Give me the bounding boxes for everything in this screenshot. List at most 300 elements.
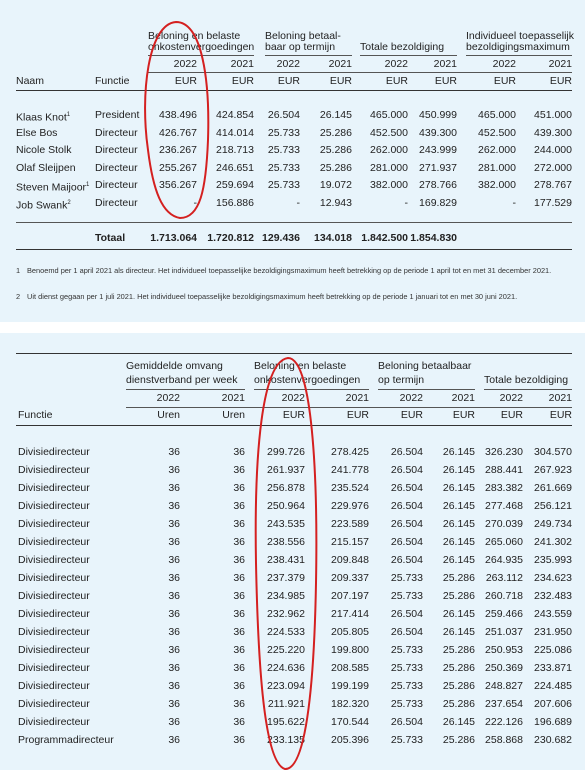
table-cell: 36 <box>233 734 245 746</box>
year-header: 2021 <box>221 392 245 404</box>
table-cell: 238.556 <box>267 536 305 548</box>
year-header: 2022 <box>399 392 423 404</box>
footnote-ref: 1 <box>86 182 90 188</box>
table-cell: 224.636 <box>267 662 305 674</box>
group-rule <box>466 55 572 56</box>
column-header-functie: Functie <box>95 75 130 87</box>
totals-label: Totaal <box>95 232 126 244</box>
table-cell: 25.733 <box>390 590 423 602</box>
year-header: 2021 <box>548 58 572 70</box>
table-cell: 451.000 <box>534 109 572 121</box>
table-cell: - <box>193 196 197 209</box>
table-cell: 236.267 <box>159 144 197 156</box>
table-cell: 288.441 <box>485 464 523 476</box>
table-cell: - <box>404 196 408 209</box>
unit-header: EUR <box>400 409 423 421</box>
function-label: Divisiedirecteur <box>18 500 90 512</box>
person-function: Directeur <box>95 144 138 156</box>
table-cell: 36 <box>233 482 245 494</box>
unit-header: Uren <box>157 409 180 421</box>
person-name <box>16 179 89 195</box>
table-cell: 250.964 <box>267 500 305 512</box>
function-label: Programmadirecteur <box>18 734 114 746</box>
table-cell: 225.086 <box>534 644 572 656</box>
group-header-maximum-line2: bezoldigingsmaximum <box>466 41 570 53</box>
table-cell: 36 <box>168 554 180 566</box>
table-cell: 25.286 <box>319 144 352 156</box>
table-cell: 246.651 <box>216 161 254 174</box>
table-cell: 26.145 <box>442 716 475 728</box>
table-cell: 169.829 <box>419 196 457 209</box>
table-cell: 36 <box>168 734 180 746</box>
person-name-text: Nicole Stolk <box>16 144 72 156</box>
table-cell: 25.286 <box>319 126 352 139</box>
table-cell: 26.504 <box>390 626 423 638</box>
table-cell: 36 <box>168 482 180 494</box>
function-label: Divisiedirecteur <box>18 644 90 656</box>
table-cell: 36 <box>233 590 245 602</box>
table-cell: 36 <box>168 500 180 512</box>
table-cell: 382.000 <box>478 179 516 191</box>
table-cell: 439.300 <box>419 126 457 139</box>
table-cell: 465.000 <box>478 109 516 121</box>
table-cell: 241.778 <box>331 464 369 476</box>
unit-header: EUR <box>500 409 523 421</box>
table-cell: 36 <box>233 572 245 584</box>
person-function: Directeur <box>95 196 138 209</box>
table-cell: 278.766 <box>419 179 457 191</box>
footnote-ref: 2 <box>67 199 71 206</box>
year-header: 2021 <box>345 392 369 404</box>
footnote-text: Uit dienst gegaan per 1 juli 2021. Het individueel toepasselijke bezoldigingsmaximum heeft betrekking op de periode 1 januari tot en met 30 juni 2021. <box>27 292 518 301</box>
top-rule <box>16 353 572 354</box>
year-header: 2022 <box>384 58 408 70</box>
table-cell: 224.485 <box>534 680 572 692</box>
table-cell: 36 <box>168 716 180 728</box>
person-name <box>16 162 76 175</box>
table-cell: 199.800 <box>331 644 369 656</box>
table-cell: 438.496 <box>159 109 197 121</box>
group-header-maximum-line1: Individueel toepasselijk <box>466 30 574 42</box>
table-cell: 36 <box>233 626 245 638</box>
table-cell: 25.286 <box>442 644 475 656</box>
group-header-betaalbaar-line2: op termijn <box>378 374 425 386</box>
table-cell: 243.559 <box>534 608 572 620</box>
table-cell: 36 <box>168 572 180 584</box>
table-cell: 450.999 <box>419 109 457 121</box>
table-cell: 36 <box>233 500 245 512</box>
table-cell: 25.286 <box>442 734 475 746</box>
table-cell: 25.286 <box>442 572 475 584</box>
total-cell: 134.018 <box>314 232 352 244</box>
table-cell: 424.854 <box>216 109 254 121</box>
year-rule <box>126 407 572 408</box>
table-cell: 26.145 <box>319 109 352 121</box>
table-cell: 278.425 <box>331 446 369 458</box>
table-cell: 217.414 <box>331 608 369 620</box>
group-header-omvang-line2: dienstverband per week <box>126 374 238 386</box>
table-cell: 25.733 <box>390 680 423 692</box>
table-cell: 256.121 <box>534 500 572 512</box>
table-cell: 26.145 <box>442 554 475 566</box>
table-cell: 209.848 <box>331 554 369 566</box>
table-cell: 237.379 <box>267 572 305 584</box>
table-cell: 182.320 <box>331 698 369 710</box>
table-cell: 26.504 <box>390 482 423 494</box>
table-cell: 207.197 <box>331 590 369 602</box>
table-cell: 258.868 <box>485 734 523 746</box>
table-cell: 255.267 <box>159 161 197 174</box>
person-name <box>16 144 71 157</box>
table-cell: 224.533 <box>267 626 305 638</box>
table-cell: 233.871 <box>534 662 572 674</box>
person-name-text: Else Bos <box>16 126 58 139</box>
table-cell: 426.767 <box>159 126 197 139</box>
table-cell: 36 <box>233 716 245 728</box>
table-cell: 36 <box>168 518 180 530</box>
table-cell: 25.733 <box>390 662 423 674</box>
table-cell: 26.145 <box>442 446 475 458</box>
function-label: Divisiedirecteur <box>18 554 90 566</box>
table-cell: 231.950 <box>534 626 572 638</box>
table-cell: 243.999 <box>419 144 457 156</box>
table-cell: 230.682 <box>534 734 572 746</box>
group-header-omvang-line1: Gemiddelde omvang <box>126 360 223 372</box>
unit-header: EUR <box>282 409 305 421</box>
person-name-text: Klaas Knot <box>16 111 67 124</box>
table-cell: 26.504 <box>390 716 423 728</box>
table-cell: 304.570 <box>534 446 572 458</box>
table-cell: 36 <box>233 536 245 548</box>
table-cell: 229.976 <box>331 500 369 512</box>
person-name <box>16 197 71 213</box>
table-cell: 262.000 <box>478 144 516 156</box>
table-cell: 414.014 <box>216 126 254 139</box>
table-cell: 234.985 <box>267 590 305 602</box>
group-rule <box>360 55 457 56</box>
person-name-text: Olaf Sleijpen <box>16 161 76 174</box>
table-cell: 36 <box>168 644 180 656</box>
group-header-totale: Totale bezoldiging <box>360 41 445 53</box>
group-rule <box>265 55 352 56</box>
table-cell: 278.767 <box>534 179 572 191</box>
function-label: Divisiedirecteur <box>18 680 90 692</box>
year-header: 2021 <box>230 58 254 70</box>
column-header-naam: Naam <box>16 75 45 87</box>
table-cell: 235.993 <box>534 554 572 566</box>
group-header-beloning-line1: Beloning en belaste <box>254 360 347 372</box>
table-cell: 36 <box>233 608 245 620</box>
column-header-functie: Functie <box>18 409 53 421</box>
year-header: 2021 <box>451 392 475 404</box>
year-rule <box>148 72 572 73</box>
table-cell: 195.622 <box>267 716 305 728</box>
group-rule <box>378 389 475 390</box>
table-cell: 251.037 <box>485 626 523 638</box>
table-cell: 26.504 <box>390 464 423 476</box>
year-header: 2022 <box>281 392 305 404</box>
table-cell: 356.267 <box>159 179 197 191</box>
table-cell: 25.286 <box>319 161 352 174</box>
table-cell: 25.286 <box>442 680 475 692</box>
unit-header: EUR <box>329 75 352 87</box>
unit-header: EUR <box>346 409 369 421</box>
person-name <box>16 127 57 140</box>
table-cell: 36 <box>233 680 245 692</box>
table-cell: 36 <box>233 518 245 530</box>
table-cell: 232.483 <box>534 590 572 602</box>
table-cell: 25.733 <box>267 126 300 139</box>
table-cell: 36 <box>168 626 180 638</box>
table-cell: 259.466 <box>485 608 523 620</box>
table-cell: 25.286 <box>442 698 475 710</box>
table-cell: 25.286 <box>442 590 475 602</box>
table-cell: 156.886 <box>216 196 254 209</box>
footnote-number: 1 <box>16 266 21 275</box>
table-cell: 241.302 <box>534 536 572 548</box>
footnote-text: Benoemd per 1 april 2021 als directeur. Het individueel toepasselijke bezoldigingsmaximum heeft betrekking op de periode 1 april tot en met 31 december 2021. <box>27 266 552 275</box>
unit-header: EUR <box>277 75 300 87</box>
group-header-beloning-line2: onkostenvergoedingen <box>148 41 255 53</box>
table-cell: 25.733 <box>267 179 300 191</box>
table-cell: 25.733 <box>390 734 423 746</box>
group-header-beloning-line2: onkostenvergoedingen <box>254 374 361 386</box>
table-cell: 26.504 <box>390 536 423 548</box>
table-cell: 208.585 <box>331 662 369 674</box>
table-cell: 36 <box>168 662 180 674</box>
table-cell: 223.094 <box>267 680 305 692</box>
table-cell: 26.504 <box>390 518 423 530</box>
directors-remuneration-panel <box>0 0 585 322</box>
header-rule <box>16 425 572 426</box>
table-cell: 25.733 <box>390 698 423 710</box>
unit-header: EUR <box>434 75 457 87</box>
table-cell: 36 <box>233 446 245 458</box>
table-cell: 209.337 <box>331 572 369 584</box>
directors-remuneration-table <box>0 0 585 322</box>
division-directors-table <box>0 333 585 770</box>
table-cell: 25.733 <box>267 144 300 156</box>
year-header: 2021 <box>433 58 457 70</box>
table-cell: 211.921 <box>267 698 305 710</box>
table-cell: 36 <box>168 608 180 620</box>
table-cell: 259.694 <box>216 179 254 191</box>
table-cell: 235.524 <box>331 482 369 494</box>
table-cell: 26.145 <box>442 626 475 638</box>
year-header: 2022 <box>492 58 516 70</box>
table-cell: 265.060 <box>485 536 523 548</box>
table-cell: 264.935 <box>485 554 523 566</box>
table-cell: 277.468 <box>485 500 523 512</box>
function-label: Divisiedirecteur <box>18 626 90 638</box>
group-rule <box>148 55 254 56</box>
function-label: Divisiedirecteur <box>18 518 90 530</box>
group-header-betaalbaar-line2: baar op termijn <box>265 41 336 53</box>
unit-header: EUR <box>174 75 197 87</box>
table-cell: 26.145 <box>442 500 475 512</box>
table-cell: 26.504 <box>390 554 423 566</box>
group-header-totale: Totale bezoldiging <box>484 374 569 386</box>
table-cell: 25.733 <box>390 644 423 656</box>
table-cell: 250.369 <box>485 662 523 674</box>
table-cell: 36 <box>233 662 245 674</box>
table-cell: 382.000 <box>370 179 408 191</box>
group-rule <box>126 389 245 390</box>
table-cell: 261.937 <box>267 464 305 476</box>
total-cell: 1.713.064 <box>150 232 197 244</box>
table-cell: 223.589 <box>331 518 369 530</box>
footnote-ref: 1 <box>66 112 71 118</box>
table-cell: 452.500 <box>478 126 516 139</box>
function-label: Divisiedirecteur <box>18 716 90 728</box>
function-label: Divisiedirecteur <box>18 590 90 602</box>
table-cell: 36 <box>168 590 180 602</box>
unit-header: Uren <box>222 409 245 421</box>
table-cell: 196.689 <box>534 716 572 728</box>
table-cell: 238.431 <box>267 554 305 566</box>
table-cell: 218.713 <box>216 144 254 156</box>
table-cell: - <box>296 196 300 209</box>
table-cell: 452.500 <box>370 126 408 139</box>
table-cell: 36 <box>168 446 180 458</box>
table-cell: 26.504 <box>267 109 300 121</box>
totals-rule <box>16 249 572 250</box>
table-cell: 36 <box>233 644 245 656</box>
table-cell: 225.220 <box>267 644 305 656</box>
table-cell: 281.000 <box>370 161 408 174</box>
table-cell: 207.606 <box>534 698 572 710</box>
table-cell: 36 <box>233 554 245 566</box>
table-cell: 205.396 <box>331 734 369 746</box>
person-name <box>16 109 70 125</box>
table-cell: 243.535 <box>267 518 305 530</box>
year-header: 2022 <box>276 58 300 70</box>
table-cell: 244.000 <box>534 144 572 156</box>
table-cell: 326.230 <box>485 446 523 458</box>
year-header: 2022 <box>173 58 197 70</box>
table-cell: 283.382 <box>485 482 523 494</box>
table-cell: 249.734 <box>534 518 572 530</box>
table-cell: 25.733 <box>390 572 423 584</box>
person-function: Directeur <box>95 126 138 139</box>
table-cell: 281.000 <box>478 161 516 174</box>
person-function: Directeur <box>95 161 138 174</box>
table-cell: 26.145 <box>442 464 475 476</box>
function-label: Divisiedirecteur <box>18 536 90 548</box>
table-cell: 260.718 <box>485 590 523 602</box>
table-cell: 439.300 <box>534 126 572 139</box>
table-cell: 36 <box>168 464 180 476</box>
table-cell: 263.112 <box>485 572 523 584</box>
group-header-betaalbaar-line1: Beloning betaal- <box>265 30 341 42</box>
table-cell: 205.805 <box>331 626 369 638</box>
table-cell: 170.544 <box>331 716 369 728</box>
person-name-text: Steven Maijoor <box>16 181 87 194</box>
table-cell: 36 <box>233 698 245 710</box>
table-cell: 26.504 <box>390 500 423 512</box>
function-label: Divisiedirecteur <box>18 698 90 710</box>
table-cell: 36 <box>168 536 180 548</box>
unit-header: EUR <box>385 75 408 87</box>
table-cell: 299.726 <box>267 446 305 458</box>
total-cell: 1.720.812 <box>207 232 254 244</box>
group-rule <box>484 389 572 390</box>
unit-header: EUR <box>549 75 572 87</box>
table-cell: 261.669 <box>534 482 572 494</box>
table-cell: 26.145 <box>442 518 475 530</box>
table-cell: 250.953 <box>485 644 523 656</box>
function-label: Divisiedirecteur <box>18 608 90 620</box>
table-cell: - <box>512 196 516 209</box>
year-header: 2021 <box>328 58 352 70</box>
header-rule <box>16 90 572 91</box>
table-cell: 234.623 <box>534 572 572 584</box>
table-cell: 36 <box>168 680 180 692</box>
table-cell: 26.145 <box>442 536 475 548</box>
function-label: Divisiedirecteur <box>18 572 90 584</box>
table-cell: 232.962 <box>267 608 305 620</box>
function-label: Divisiedirecteur <box>18 482 90 494</box>
table-cell: 215.157 <box>331 536 369 548</box>
table-cell: 267.923 <box>534 464 572 476</box>
total-cell: 1.842.500 <box>361 232 408 244</box>
body-rule <box>16 222 572 223</box>
year-header: 2022 <box>499 392 523 404</box>
table-cell: 36 <box>168 698 180 710</box>
footnote-number: 2 <box>16 292 21 301</box>
unit-header: EUR <box>231 75 254 87</box>
table-cell: 272.000 <box>534 161 572 174</box>
division-directors-panel <box>0 333 585 770</box>
table-cell: 36 <box>233 464 245 476</box>
table-cell: 19.072 <box>319 179 352 191</box>
total-cell: 1.854.830 <box>410 232 457 244</box>
table-cell: 248.827 <box>485 680 523 692</box>
table-cell: 26.145 <box>442 608 475 620</box>
year-header: 2022 <box>156 392 180 404</box>
function-label: Divisiedirecteur <box>18 446 90 458</box>
table-cell: 262.000 <box>370 144 408 156</box>
person-function: President <box>95 109 140 121</box>
year-header: 2021 <box>548 392 572 404</box>
group-header-betaalbaar-line1: Beloning betaalbaar <box>378 360 472 372</box>
table-cell: 25.286 <box>442 662 475 674</box>
person-function: Directeur <box>95 179 138 191</box>
table-cell: 256.878 <box>267 482 305 494</box>
table-cell: 222.126 <box>485 716 523 728</box>
table-cell: 233.135 <box>267 734 305 746</box>
unit-header: EUR <box>452 409 475 421</box>
table-cell: 12.943 <box>319 196 352 209</box>
table-cell: 25.733 <box>267 161 300 174</box>
unit-header: EUR <box>493 75 516 87</box>
table-cell: 270.039 <box>485 518 523 530</box>
table-cell: 199.199 <box>331 680 369 692</box>
table-cell: 271.937 <box>419 161 457 174</box>
table-cell: 26.145 <box>442 482 475 494</box>
function-label: Divisiedirecteur <box>18 464 90 476</box>
person-name-text: Job Swank <box>16 199 68 211</box>
total-cell: 129.436 <box>262 232 300 244</box>
table-cell: 26.504 <box>390 446 423 458</box>
table-cell: 177.529 <box>534 196 572 209</box>
unit-header: EUR <box>549 409 572 421</box>
table-cell: 26.504 <box>390 608 423 620</box>
group-rule <box>254 389 369 390</box>
group-header-beloning-line1: Beloning en belaste <box>148 30 241 42</box>
function-label: Divisiedirecteur <box>18 662 90 674</box>
table-cell: 237.654 <box>485 698 523 710</box>
